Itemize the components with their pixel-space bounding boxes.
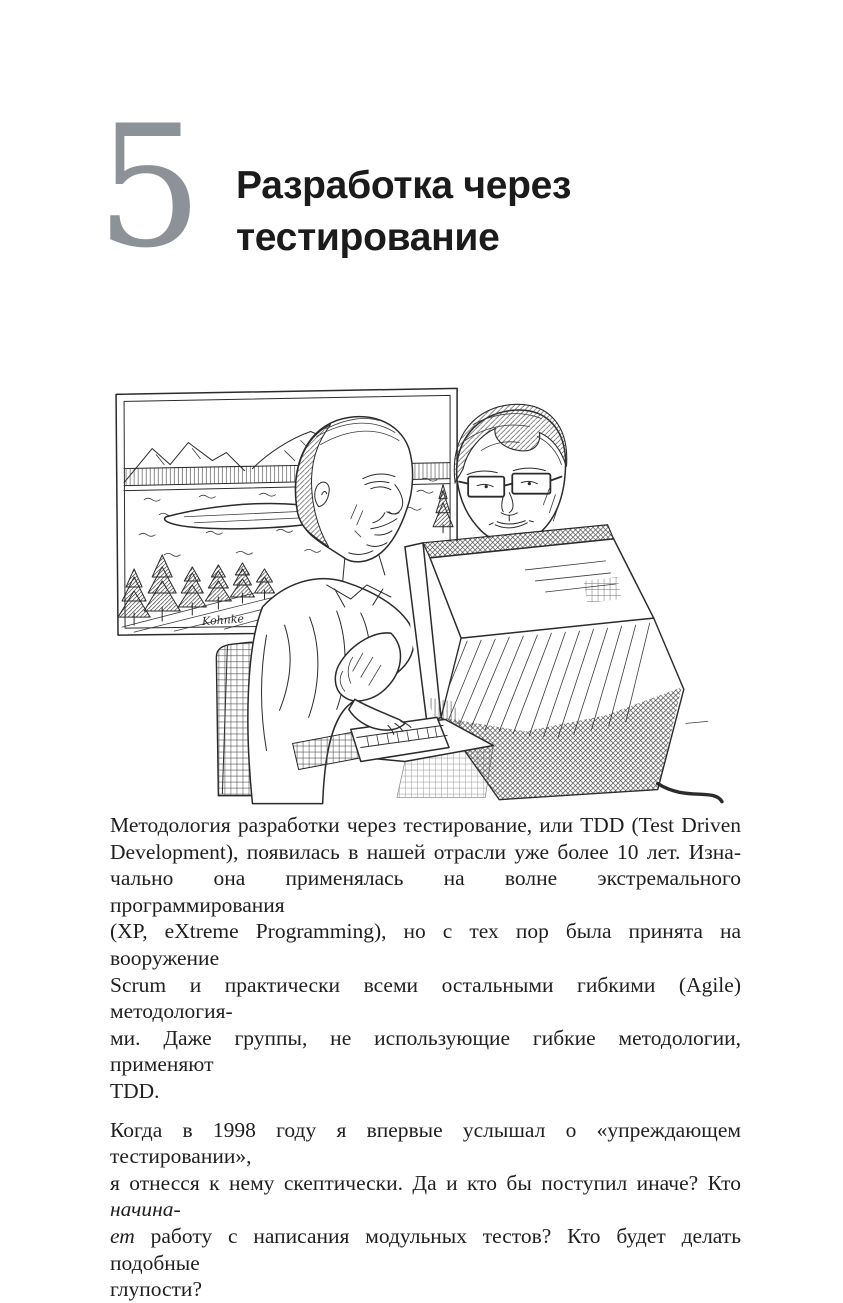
pair-programming-drawing xyxy=(104,384,746,806)
text-line: глупости? xyxy=(110,1277,202,1302)
chapter-illustration xyxy=(104,384,746,806)
text-line: ет работу с написания модульных тестов? Кто будет делать подобные xyxy=(110,1223,741,1275)
paragraph xyxy=(110,812,741,1105)
senior-hand xyxy=(349,699,405,730)
text-line: Development), появилась в нашей отрасли уже более 10 лет. Изна- xyxy=(110,839,741,864)
text-line: (XP, eXtreme Programming), но с тех пор была принята на вооружение xyxy=(110,919,741,970)
artist-signature: Kohnke xyxy=(201,612,245,629)
text-line: Когда в 1998 году я впервые услышал о «упреждающем тестировании», xyxy=(110,1117,741,1169)
junior-programmer xyxy=(454,404,566,549)
cable xyxy=(658,784,722,802)
text-line: Scrum и практически всеми остальными гибкими (Agile) методология- xyxy=(110,972,741,1024)
text-line: я отнесся к нему скептически. Да и кто бы поступил иначе? Кто начина- xyxy=(110,1170,741,1222)
chapter-title: Разработка через тестирование xyxy=(236,164,572,259)
chapter-number: 5 xyxy=(96,89,203,285)
paragraph xyxy=(110,1117,741,1303)
text-line: TDD. xyxy=(110,1078,160,1103)
text-line: Методология разработки через тестирование, или TDD (Test Driven xyxy=(110,813,741,837)
body-text xyxy=(110,812,741,1303)
text-line: ми. Даже группы, не использующие гибкие методологии, применяют xyxy=(110,1025,741,1077)
text-line: чально она применялась на волне экстремального программирования xyxy=(110,866,741,917)
